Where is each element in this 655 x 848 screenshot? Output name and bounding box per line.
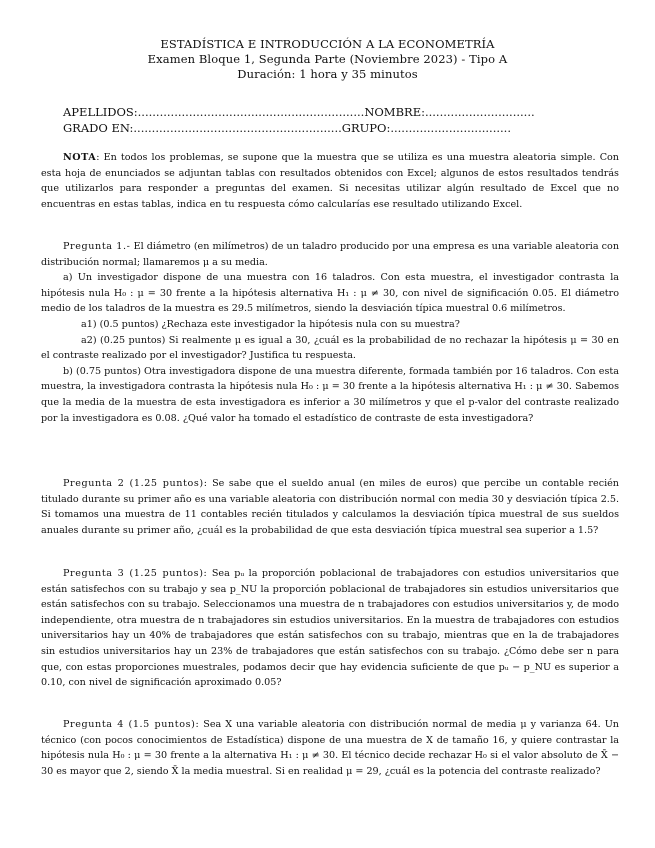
nombre-label: NOMBRE: <box>364 105 425 119</box>
nombre-line[interactable]: .............................. <box>424 105 535 119</box>
nota-block <box>41 150 619 212</box>
apellidos-label: APELLIDOS: <box>63 105 138 119</box>
student-fields <box>63 104 543 136</box>
q1-a: a) Un investigador dispone de una muestra con 16 taladros. Con esta muestra, el investigador contrasta la hipótesis nula H₀ : μ = 30 frente a la hipótesis alternativa H₁ : μ ≠ 30, con nivel de significación 0.05. El diámetro medio de los taladros de la muestra es 29.5 milímetros, siendo la desviación típica muestral 0.6 milímetros. <box>41 272 619 315</box>
exam-duration: Duración: 1 hora y 35 minutos <box>237 67 418 81</box>
exam-subtitle: Examen Bloque 1, Segunda Parte (Noviembre 2023) - Tipo A <box>147 52 508 66</box>
question-1 <box>41 239 619 426</box>
exam-title: ESTADÍSTICA E INTRODUCCIÓN A LA ECONOMETRÍA <box>160 37 495 51</box>
row-grado-grupo <box>63 120 543 136</box>
question-2 <box>41 476 619 538</box>
grupo-label: GRUPO: <box>341 121 391 135</box>
question-3 <box>41 566 619 691</box>
q2-label: Pregunta 2 (1.25 puntos): <box>63 478 208 489</box>
nota-label: NOTA <box>63 152 97 163</box>
grupo-line[interactable]: ................................. <box>390 121 511 135</box>
q3-label: Pregunta 3 (1.25 puntos): <box>63 568 208 579</box>
q3-text: Sea pᵤ la proporción poblacional de trabajadores con estudios universitarios que están satisfechos con su trabajo y sea p_NU la proporción poblacional de trabajadores sin estudios universitarios que están satisfechos con su trabajo. Seleccionamos una muestra de n trabajadores con estudios universitarios y, de modo independiente, otra muestra de n trabajadores sin estudios universitarios. En la muestra de trabajadores con estudios universitarios hay un 40% de trabajadores que están satisfechos con su trabajo, mientras que en la de trabajadores sin estudios universitarios hay un 23% de trabajadores que están satisfechos con su trabajo. ¿Cómo debe ser n para que, con estas proporciones muestrales, podamos decir que hay evidencia suficiente de que pᵤ − p_NU es superior a 0.10, con nivel de significación aproximado 0.05? <box>41 568 619 689</box>
apellidos-line[interactable]: .............................................................. <box>137 105 365 119</box>
q1-a2: a2) (0.25 puntos) Si realmente μ es igual a 30, ¿cuál es la probabilidad de no rechazar la hipótesis μ = 30 en el contraste realizado por el investigador? Justifica tu respuesta. <box>41 334 619 362</box>
q2-text: Se sabe que el sueldo anual (en miles de euros) que percibe un contable recién titulado durante su primer año es una variable aleatoria con distribución normal con media 30 y desviación típica 2.5. Si tomamos una muestra de 11 contables recién titulados y calculamos la desviación típica muestral de sus sueldos anuales durante su primer año, ¿cuál es la probabilidad de que esta desviación típica muestral sea superior a 1.5? <box>41 478 619 536</box>
q1-intro: El diámetro (en milímetros) de un taladro producido por una empresa es una variable aleatoria con distribución normal; llamaremos μ a su media. <box>41 241 619 268</box>
row-apellidos-nombre <box>63 104 543 120</box>
q1-b: b) (0.75 puntos) Otra investigadora dispone de una muestra diferente, formada también por 16 taladros. Con esta muestra, la investigadora contrasta la hipótesis nula H₀ : μ = 30 frente a la hipótesis alternativa H₁ : μ ≠ 30. Sabemos que la media de la muestra de esta investigadora es inferior a 30 milímetros y que el p-valor del contraste realizado por la investigadora es 0.08. ¿Qué valor ha tomado el estadístico de contraste de esta investigadora? <box>41 365 619 424</box>
q4-label: Pregunta 4 (1.5 puntos): <box>63 719 200 730</box>
nota-text: : En todos los problemas, se supone que la muestra que se utiliza es una muestra aleatoria simple. Con esta hoja de enunciados se adjuntan tablas con resultados obtenidos con Excel; algunos de estos resultados tendrás que utilizarlos para responder a preguntas del examen. Si necesitas utilizar algún resultado de Excel que no encuentras en estas tablas, indica en tu respuesta cómo calcularías ese resultado utilizando Excel. <box>41 152 619 210</box>
grado-line[interactable]: ......................................................... <box>133 121 342 135</box>
grado-label: GRADO EN: <box>63 121 134 135</box>
q1-label: Pregunta 1.- <box>63 241 131 252</box>
q1-a1: a1) (0.5 puntos) ¿Rechaza este investigador la hipótesis nula con su muestra? <box>81 318 460 330</box>
q4-text: Sea X una variable aleatoria con distribución normal de media μ y varianza 64. Un técnico (con pocos conocimientos de Estadística) dispone de una muestra de X de tamaño 16, y quiere contrastar la hipótesis nula H₀ : μ = 30 frente a la alternativa H₁ : μ ≠ 30. El técnico decide rechazar H₀ si el valor absoluto de X̄ − 30 es mayor que 2, siendo X̄ la media muestral. Si en realidad μ = 29, ¿cuál es la potencia del contraste realizado? <box>41 719 619 777</box>
question-4 <box>41 717 619 779</box>
